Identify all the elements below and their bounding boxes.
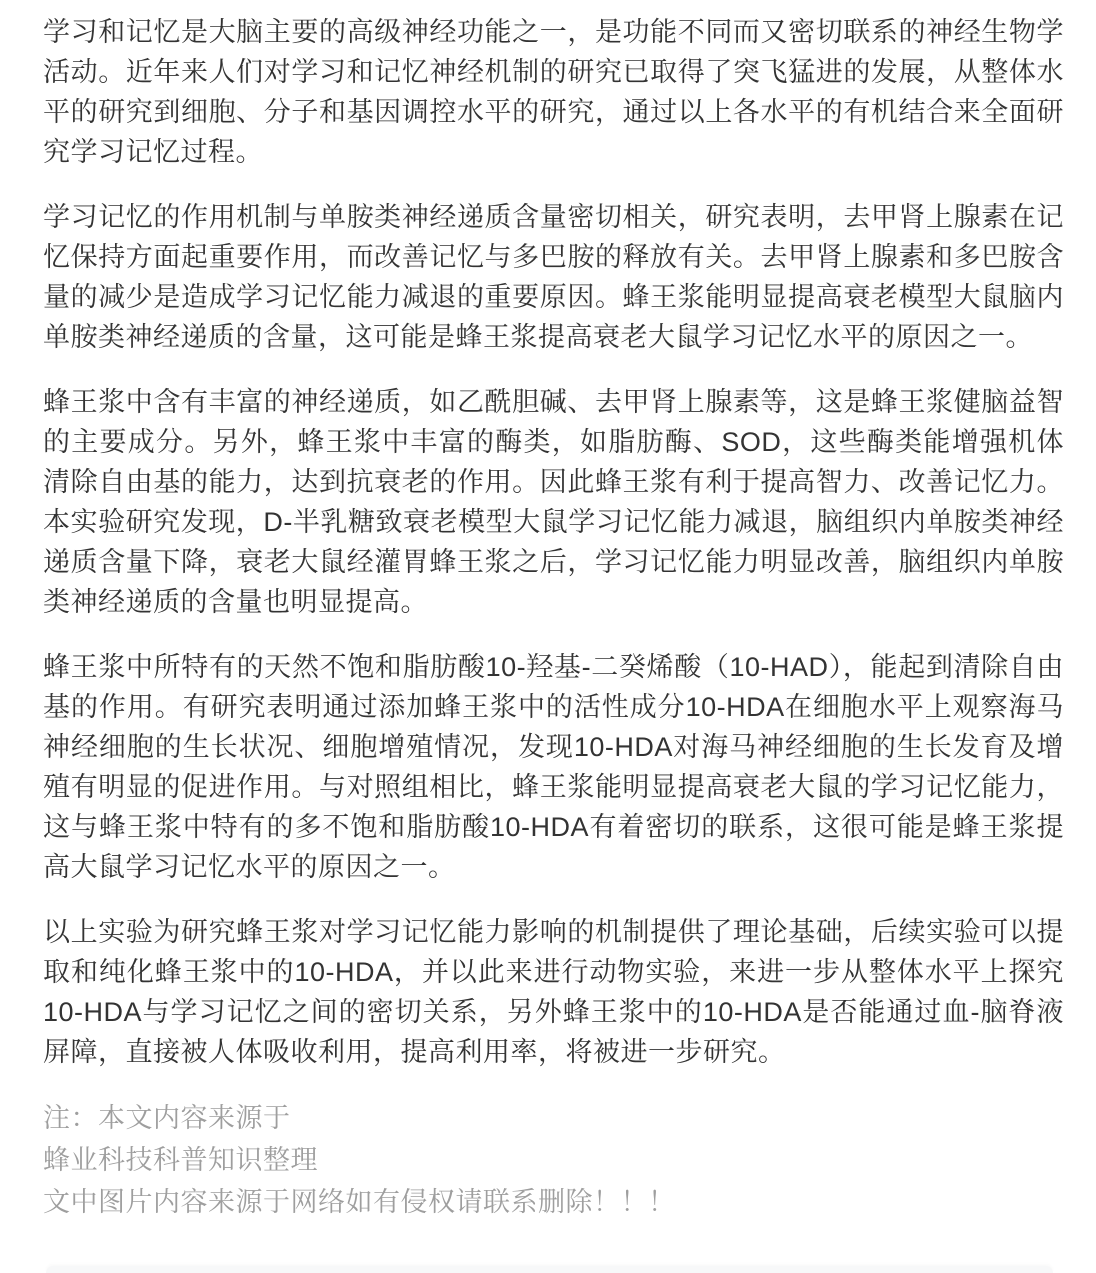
paragraph-monoamine-neurotransmitters: 学习记忆的作用机制与单胺类神经递质含量密切相关，研究表明，去甲肾上腺素在记忆保持方面起重要作用，而改善记忆与多巴胺的释放有关。去甲肾上腺素和多巴胺含量的减少是造成学习记忆能力减退的重要原因。蜂王浆能明显提高衰老模型大鼠脑内单胺类神经递质的含量，这可能是蜂王浆提高衰老大鼠学习记忆水平的原因之一。	[43, 202, 1064, 352]
note-line-source-prefix: 注：本文内容来源于	[43, 1103, 291, 1133]
paragraph-royal-jelly-components: 蜂王浆中含有丰富的神经递质，如乙酰胆碱、去甲肾上腺素等，这是蜂王浆健脑益智的主要成分。另外，蜂王浆中丰富的酶类，如脂肪酶、SOD，这些酶类能增强机体清除自由基的能力，达到抗衰老的作用。因此蜂王浆有利于提高智力、改善记忆力。本实验研究发现，D-半乳糖致衰老模型大鼠学习记忆能力减退，脑组织内单胺类神经递质含量下降，衰老大鼠经灌胃蜂王浆之后，学习记忆能力明显改善，脑组织内单胺类神经递质的含量也明显提高。	[43, 387, 1064, 617]
note-line-source-name: 蜂业科技科普知识整理	[43, 1145, 318, 1175]
paragraph-10-hda-fatty-acid: 蜂王浆中所特有的天然不饱和脂肪酸10-羟基-二癸烯酸（10-HAD），能起到清除自由基的作用。有研究表明通过添加蜂王浆中的活性成分10-HDA在细胞水平上观察海马神经细胞的生长状况、细胞增殖情况，发现10-HDA对海马神经细胞的生长发育及增殖有明显的促进作用。与对照组相比，蜂王浆能明显提高衰老大鼠的学习记忆能力，这与蜂王浆中特有的多不饱和脂肪酸10-HDA有着密切的联系，这很可能是蜂王浆提高大鼠学习记忆水平的原因之一。	[43, 652, 1064, 882]
paragraph-conclusion-future-research: 以上实验为研究蜂王浆对学习记忆能力影响的机制提供了理论基础，后续实验可以提取和纯化蜂王浆中的10-HDA，并以此来进行动物实验，来进一步从整体水平上探究10-HDA与学习记忆之间的密切关系，另外蜂王浆中的10-HDA是否能通过血-脑脊液屏障，直接被人体吸收利用，提高利用率，将被进一步研究。	[43, 917, 1064, 1067]
paragraph-intro-learning-memory: 学习和记忆是大脑主要的高级神经功能之一，是功能不同而又密切联系的神经生物学活动。近年来人们对学习和记忆神经机制的研究已取得了突飞猛进的发展，从整体水平的研究到细胞、分子和基因调控水平的研究，通过以上各水平的有机结合来全面研究学习记忆过程。	[43, 17, 1064, 167]
source-note	[43, 1097, 1064, 1223]
note-line-disclaimer: 文中图片内容来源于网络如有侵权请联系删除！！！	[43, 1187, 676, 1217]
next-section-card-edge	[46, 1266, 1053, 1273]
